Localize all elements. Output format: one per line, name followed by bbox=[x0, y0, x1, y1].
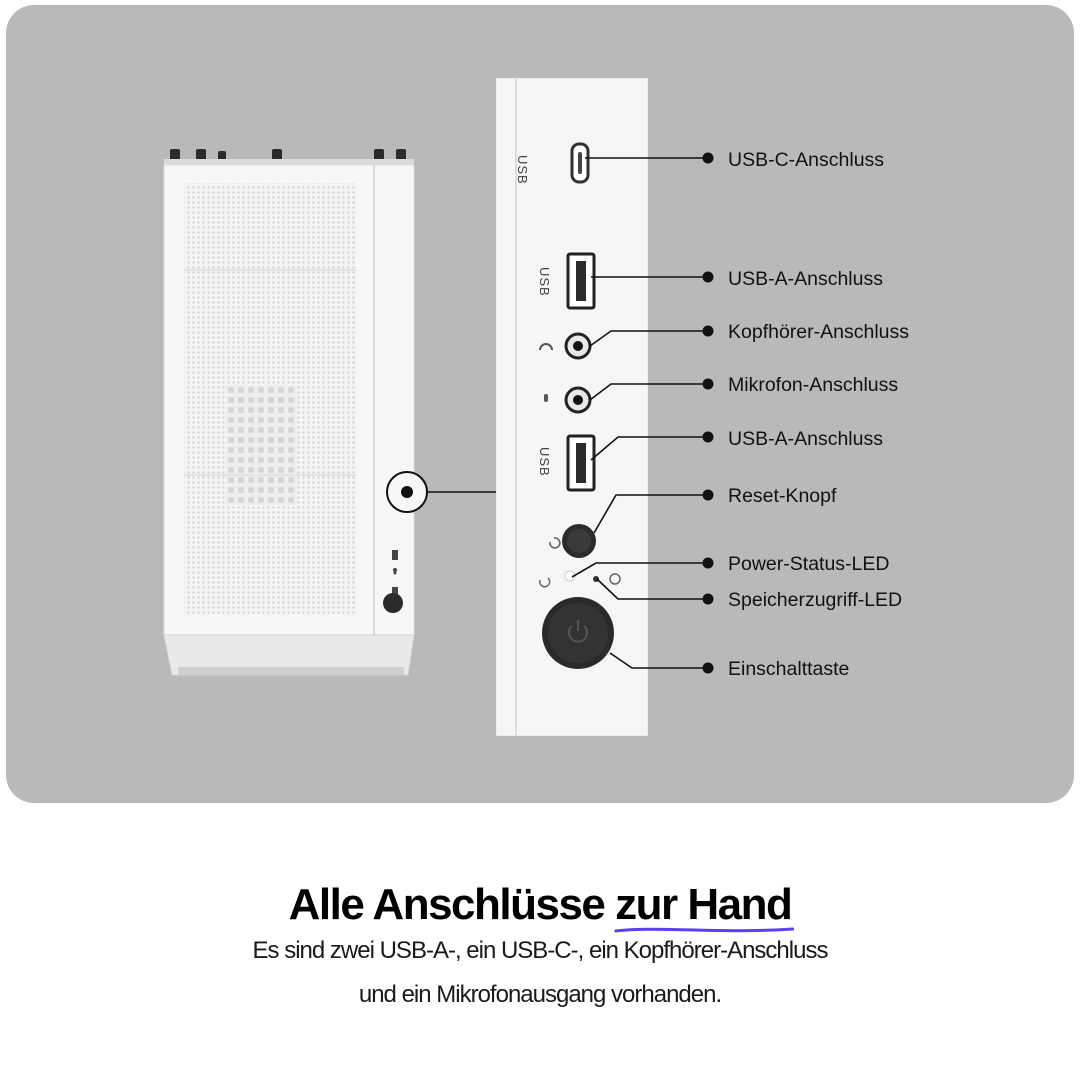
headline-accent-text: zur Hand bbox=[615, 880, 792, 929]
callout-power-button: Einschalttaste bbox=[728, 658, 850, 680]
subtitle-line-2: und ein Mikrofonausgang vorhanden. bbox=[358, 981, 722, 1008]
headline bbox=[0, 880, 1080, 930]
callout-headphone: Kopfhörer-Anschluss bbox=[728, 321, 910, 343]
callout-power-led: Power-Status-LED bbox=[728, 553, 890, 575]
headline-main: Alle Anschlüsse bbox=[288, 880, 605, 929]
callout-usb-a-1: USB-A-Anschluss bbox=[728, 268, 883, 290]
subtitle-line-1: Es sind zwei USB-A-, ein USB-C-, ein Kopfhörer-Anschluss bbox=[252, 937, 828, 964]
callout-storage-led: Speicherzugriff-LED bbox=[728, 589, 903, 611]
product-image-panel bbox=[6, 5, 1074, 803]
pc-case-illustration bbox=[156, 145, 426, 685]
callout-usb-c: USB-C-Anschluss bbox=[728, 149, 885, 171]
usb-text-2: USB bbox=[537, 267, 552, 297]
usb-text-1: USB bbox=[515, 155, 530, 185]
usb-text-3: USB bbox=[537, 447, 552, 477]
callout-reset: Reset-Knopf bbox=[728, 485, 837, 507]
callout-usb-a-2: USB-A-Anschluss bbox=[728, 428, 883, 450]
callout-microphone: Mikrofon-Anschluss bbox=[728, 374, 899, 396]
accent-underline bbox=[613, 922, 796, 936]
headline-accent bbox=[615, 880, 791, 930]
